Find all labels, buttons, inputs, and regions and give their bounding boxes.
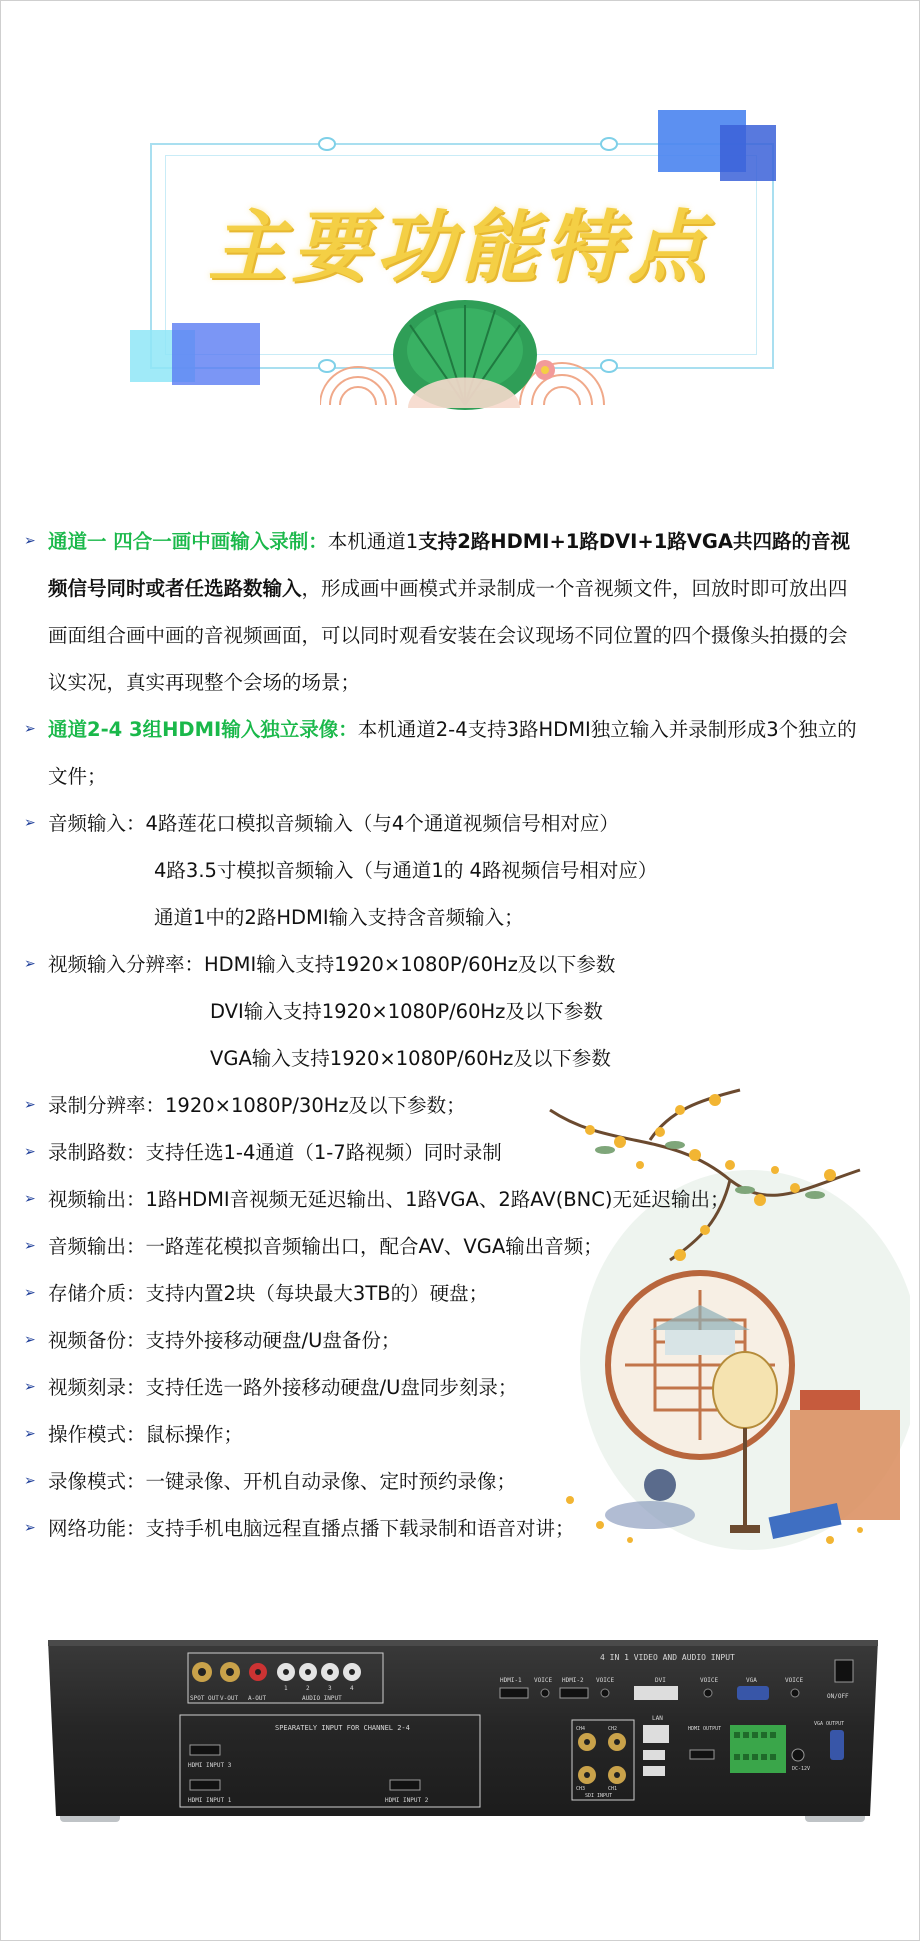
feature-item [24,1505,904,1552]
feature-text: 支持2路HDMI+1路DVI+1路VGA共四路的音视 [418,530,850,553]
feature-item [24,1458,904,1505]
feature-line [48,847,904,894]
arrow-bullet-icon: ➢ [24,1238,36,1254]
feature-text: 文件； [48,765,107,788]
arrow-bullet-icon: ➢ [24,533,36,549]
arrow-bullet-icon: ➢ [24,956,36,972]
label-voice-1: VOICE [534,1677,553,1684]
feature-text: 视频输出：1路HDMI音视频无延迟输出、1路VGA、2路AV(BNC)无延迟输出； [48,1188,730,1211]
label-vga: VGA [746,1677,757,1684]
feature-line [48,1270,904,1317]
feature-line [48,659,904,706]
label-audio-input: AUDIO INPUT [302,1695,342,1702]
feature-text: 视频刻录：支持任选一路外接移动硬盘/U盘同步刻录； [48,1376,518,1399]
feature-line [48,706,904,753]
arrow-bullet-icon: ➢ [24,1191,36,1207]
feature-list [24,518,904,1552]
feature-line [48,1176,904,1223]
feature-line [48,1505,904,1552]
label-hdmi-1: HDMI-1 [500,1677,522,1684]
feature-text: 通道2-4 3组HDMI输入独立录像： [48,718,358,741]
label-dc12v: DC-12V [792,1766,811,1772]
feature-text: 通道1中的2路HDMI输入支持含音频输入； [154,906,524,929]
feature-line [48,800,904,847]
feature-item [24,1176,904,1223]
arrow-bullet-icon: ➢ [24,1520,36,1536]
feature-item [24,1223,904,1270]
feature-text: 录制分辨率：1920×1080P/30Hz及以下参数； [48,1094,466,1117]
label-audio-3: 3 [328,1685,332,1692]
feature-text: 网络功能：支持手机电脑远程直播点播下载录制和语音对讲； [48,1517,575,1540]
feature-item [24,1270,904,1317]
feature-text: DVI输入支持1920×1080P/60Hz及以下参数 [210,1000,603,1023]
arrow-bullet-icon: ➢ [24,1144,36,1160]
feature-line [48,1223,904,1270]
label-lan: LAN [652,1715,663,1722]
feature-item [24,941,904,1082]
feature-text: 本机通道1 [327,530,419,553]
banner-title: 主要功能特点 [207,202,712,293]
label-a-out: A-OUT [248,1695,267,1702]
feature-text: 视频输入分辨率：HDMI输入支持1920×1080P/60Hz及以下参数 [48,953,616,976]
label-voice-2: VOICE [596,1677,615,1684]
feature-item [24,1364,904,1411]
feature-text: 存储介质：支持内置2块（每块最大3TB的）硬盘； [48,1282,489,1305]
label-vga-output: VGA OUTPUT [814,1721,845,1727]
arrow-bullet-icon: ➢ [24,1332,36,1348]
feature-line [48,1411,904,1458]
frame-ring-decoration [600,137,618,151]
feature-line [48,1317,904,1364]
feature-line [48,894,904,941]
label-ch1: CH1 [608,1786,618,1792]
label-dvi: DVI [655,1677,666,1684]
feature-line [48,565,904,612]
feature-text: 画面组合画中画的音视频画面，可以同时观看安装在会议现场不同位置的四个摄像头拍摄的会 [48,624,848,647]
feature-text: 本机通道2-4支持3路HDMI独立输入并录制形成3个独立的 [357,718,857,741]
label-ch4: CH4 [576,1726,586,1732]
label-4in1-input: 4 IN 1 VIDEO AND AUDIO INPUT [600,1653,735,1662]
pine-fan-ornament [320,280,610,410]
feature-line [48,1082,904,1129]
feature-item [24,518,904,706]
feature-text: 议实况，真实再现整个会场的场景； [48,671,361,694]
feature-line [48,1129,904,1176]
label-audio-4: 4 [350,1685,354,1692]
label-audio-2: 2 [306,1685,310,1692]
feature-item [24,800,904,941]
label-hdmi-2: HDMI-2 [562,1677,584,1684]
label-separately-input: SPEARATELY INPUT FOR CHANNEL 2-4 [275,1724,410,1732]
blue-square-decoration [720,125,776,181]
feature-line [48,612,904,659]
arrow-bullet-icon: ➢ [24,1285,36,1301]
feature-line [48,941,904,988]
feature-text: 通道一 四合一画中画输入录制： [48,530,328,553]
label-spot-out: SPOT OUT [190,1695,219,1702]
feature-item [24,706,904,800]
feature-line [48,988,904,1035]
label-hdmi-input-3: HDMI INPUT 3 [188,1762,232,1769]
header-banner [120,105,800,405]
frame-ring-decoration [318,137,336,151]
feature-text: 录制路数：支持任选1-4通道（1-7路视频）同时录制 [48,1141,502,1164]
label-audio-1: 1 [284,1685,288,1692]
feature-text: 频信号同时或者任选路数输入 [48,577,302,600]
label-hdmi-input-1: HDMI INPUT 1 [188,1797,232,1804]
recorder-rear-panel-image [40,1630,885,1840]
label-hdmi-input-2: HDMI INPUT 2 [385,1797,429,1804]
feature-item [24,1082,904,1129]
arrow-bullet-icon: ➢ [24,1426,36,1442]
arrow-bullet-icon: ➢ [24,1379,36,1395]
feature-item [24,1129,904,1176]
feature-text: 操作模式：鼠标操作； [48,1423,244,1446]
arrow-bullet-icon: ➢ [24,1473,36,1489]
feature-text: 录像模式：一键录像、开机自动录像、定时预约录像； [48,1470,517,1493]
feature-text: 音频输出：一路莲花模拟音频输出口，配合AV、VGA输出音频； [48,1235,603,1258]
label-voice-4: VOICE [785,1677,804,1684]
feature-line [48,1458,904,1505]
label-voice-3: VOICE [700,1677,719,1684]
feature-text: 4路3.5寸模拟音频输入（与通道1的 4路视频信号相对应） [154,859,658,882]
label-v-out: V-OUT [220,1695,239,1702]
arrow-bullet-icon: ➢ [24,815,36,831]
feature-line [48,518,904,565]
feature-text: 视频备份：支持外接移动硬盘/U盘备份； [48,1329,401,1352]
feature-line [48,1035,904,1082]
feature-text: ，形成画中画模式并录制成一个音视频文件，回放时即可放出四 [301,577,848,600]
feature-line [48,753,904,800]
feature-item [24,1317,904,1364]
label-on-off: ON/OFF [827,1693,849,1700]
label-ch2: CH2 [608,1726,618,1732]
label-ch3: CH3 [576,1786,586,1792]
arrow-bullet-icon: ➢ [24,721,36,737]
feature-text: VGA输入支持1920×1080P/60Hz及以下参数 [210,1047,611,1070]
blue-square-decoration [172,323,260,385]
feature-text: 音频输入：4路莲花口模拟音频输入（与4个通道视频信号相对应） [48,812,619,835]
feature-line [48,1364,904,1411]
label-sdi-input: SDI INPUT [585,1793,613,1799]
arrow-bullet-icon: ➢ [24,1097,36,1113]
feature-item [24,1411,904,1458]
label-hdmi-output: HDMI OUTPUT [688,1726,722,1732]
